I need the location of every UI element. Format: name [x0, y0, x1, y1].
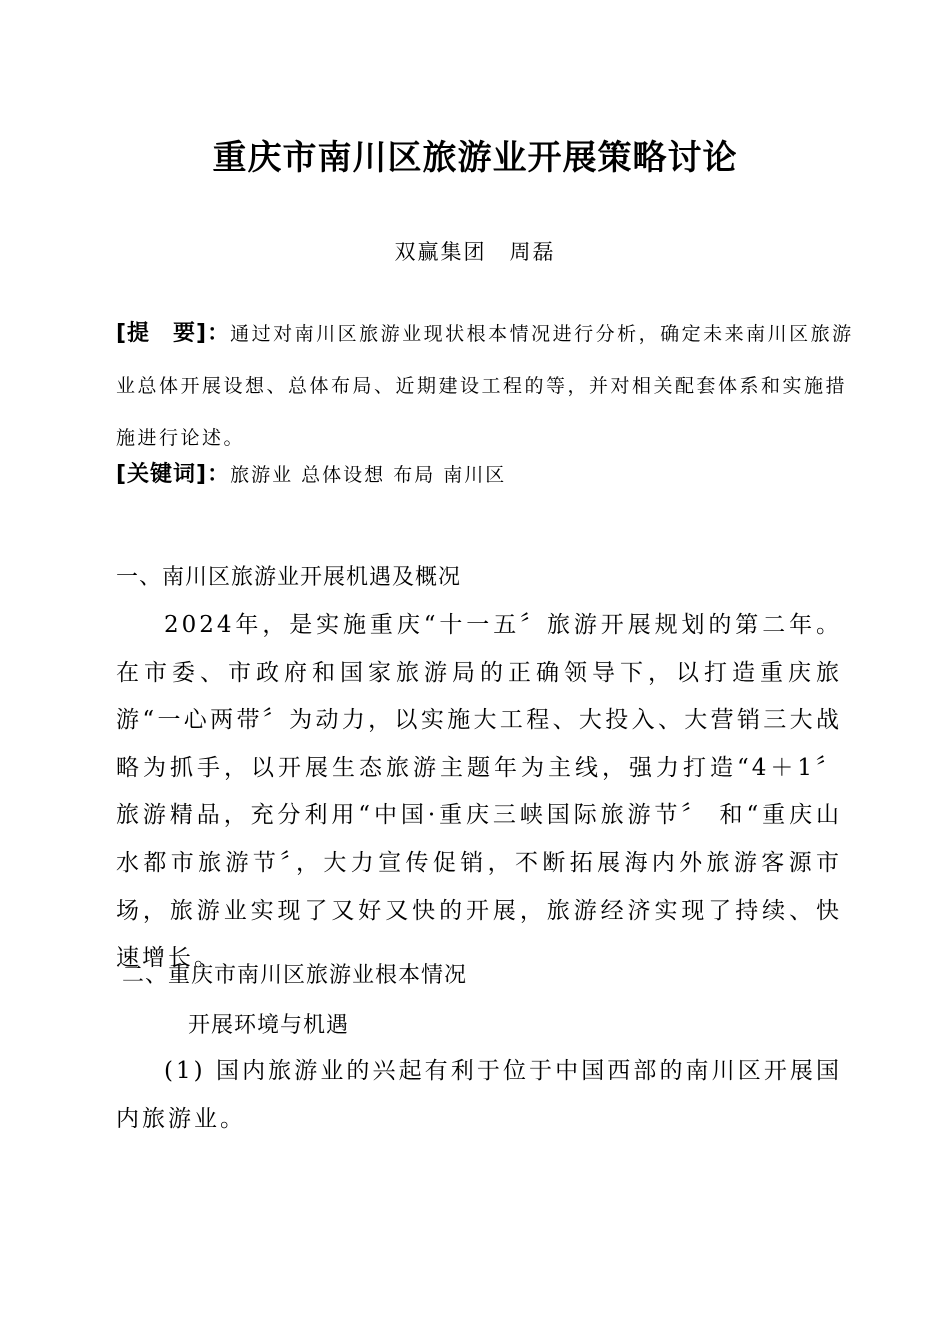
section-2-heading: 二、重庆市南川区旅游业根本情况 [122, 963, 468, 988]
abstract-label: [提 要]： [116, 321, 231, 346]
section-2-subheading: 开展环境与机遇 [188, 1013, 350, 1038]
abstract-block [116, 308, 856, 464]
author-line: 双赢集团 周磊 [394, 240, 556, 264]
section-2-paragraph: (1) 国内旅游业的兴起有利于位于中国西部的南川区开展国内旅游业。 [116, 1058, 842, 1132]
keywords-text: 旅游业 总体设想 布局 南川区 [230, 464, 507, 486]
abstract-text: 通过对南川区旅游业现状根本情况进行分析，确定未来南川区旅游业总体开展设想、总体布局、近期建设工程的等，并对相关配套体系和实施措施进行论述。 [116, 323, 854, 449]
keywords-label: [关键词]： [116, 462, 231, 487]
document-title: 重庆市南川区旅游业开展策略讨论 [212, 138, 738, 178]
section-1-heading: 一、南川区旅游业开展机遇及概况 [116, 565, 462, 590]
section-1-paragraph: 2024年，是实施重庆“十一五〞旅游开展规划的第二年。在市委、市政府和国家旅游局的正确领导下，以打造重庆旅游“一心两带〞为动力，以实施大工程、大投入、大营销三大战略为抓手，以开展生态旅游主题年为主线，强力打造“4＋1〞旅游精品，充分利用“中国·重庆三峡国际旅游节〞 和“重庆山水都市旅游节〞，大力宣传促销，不断拓展海内外旅游客源市场，旅游业实现了又好又快的开展，旅游经济实现了持续、快速增长。 [116, 612, 842, 972]
keywords-block [116, 455, 856, 495]
